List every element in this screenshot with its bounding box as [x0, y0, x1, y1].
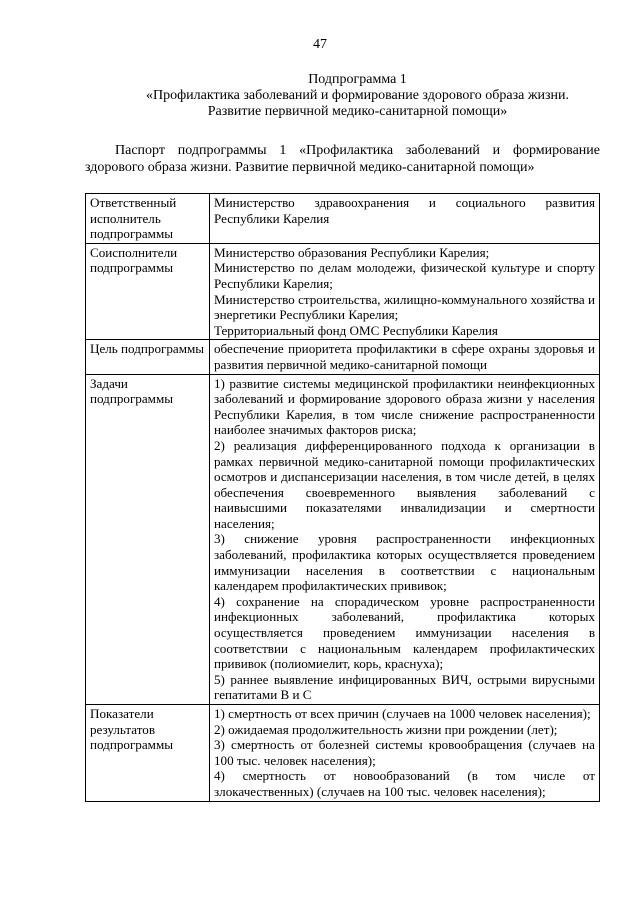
row-paragraph: Министерство здравоохранения и социального развития Республики Карелия: [214, 195, 595, 226]
row-paragraph: 1) смертность от всех причин (случаев на 1000 человек населения);: [214, 706, 591, 721]
row-paragraph: обеспечение приоритета профилактики в сфере охраны здоровья и развития первичной медико-санитарной помощи: [214, 341, 595, 372]
table-row: [86, 243, 600, 340]
table-row: [86, 374, 600, 704]
row-label: Ответственный исполнитель подпрограммы: [86, 194, 210, 244]
row-paragraph: 4) смертность от новообразований (в том числе от злокачественных) (случаев на 100 тыс. человек населения);: [214, 768, 595, 799]
table-row: [86, 194, 600, 244]
row-paragraph: 3) снижение уровня распространенности инфекционных заболеваний, профилактика которых осуществляется проведением иммунизации населения в соответствии с национальным календарем профилактических прививок;: [214, 531, 595, 594]
row-value: [210, 374, 600, 704]
table-row: [86, 340, 600, 374]
row-value: [210, 243, 600, 340]
row-paragraph: Министерство образования Республики Карелия;: [214, 244, 490, 260]
heading-line: Развитие первичной медико-санитарной помощи»: [207, 104, 508, 119]
heading-line: «Профилактика заболеваний и формирование здорового образа жизни.: [145, 88, 569, 103]
row-paragraph: 2) реализация дифференцированного подхода к организации в рамках первичной медико-санитарной помощи профилактических осмотров и диспансеризации населения, в том числе детей, в целях обеспечения своевременного выявления заболеваний с наивысшими показателями инвалидизации и смертности населения;: [214, 437, 595, 531]
row-label: Задачи подпрограммы: [86, 374, 210, 704]
row-value: [210, 194, 600, 244]
subprogram-heading: [115, 72, 600, 120]
page-number: 47: [313, 37, 327, 52]
row-paragraph: Министерство по делам молодежи, физической культуре и спорту Республики Карелия;: [214, 260, 595, 291]
passport-title: Паспорт подпрограммы 1 «Профилактика заболеваний и формирование здорового образа жизни. Развитие первичной медико-санитарной помощи»: [85, 143, 600, 175]
passport-table: [85, 193, 600, 802]
table-row: [86, 705, 600, 802]
heading-line: Подпрограмма 1: [308, 72, 407, 87]
row-paragraph: 3) смертность от болезней системы кровообращения (случаев на 100 тыс. человек населения);: [214, 737, 595, 768]
row-paragraph: Министерство строительства, жилищно-коммунального хозяйства и энергетики Республики Карелия;: [214, 291, 595, 323]
row-paragraph: 1) развитие системы медицинской профилактики неинфекционных заболеваний и формирование здорового образа жизни у населения Республики Карелия, в том числе снижение распространенности наиболее значимых факторов риска;: [214, 375, 595, 438]
row-value: [210, 340, 600, 374]
row-paragraph: 2) ожидаемая продолжительность жизни при рождении (лет);: [214, 721, 558, 737]
row-value: [210, 705, 600, 802]
row-label: Соисполнители подпрограммы: [86, 243, 210, 340]
row-paragraph: 4) сохранение на спорадическом уровне распространенности инфекционных заболеваний, профилактика которых осуществляется проведением иммунизации населения в соответствии с национальным календарем профилактических прививок (полиомиелит, корь, краснуха);: [214, 593, 595, 672]
row-label: Показатели результатов подпрограммы: [86, 705, 210, 802]
row-label: Цель подпрограммы: [86, 340, 210, 374]
row-paragraph: Территориальный фонд ОМС Республики Карелия: [214, 322, 498, 338]
row-paragraph: 5) раннее выявление инфицированных ВИЧ, острыми вирусными гепатитами B и C: [214, 671, 595, 703]
